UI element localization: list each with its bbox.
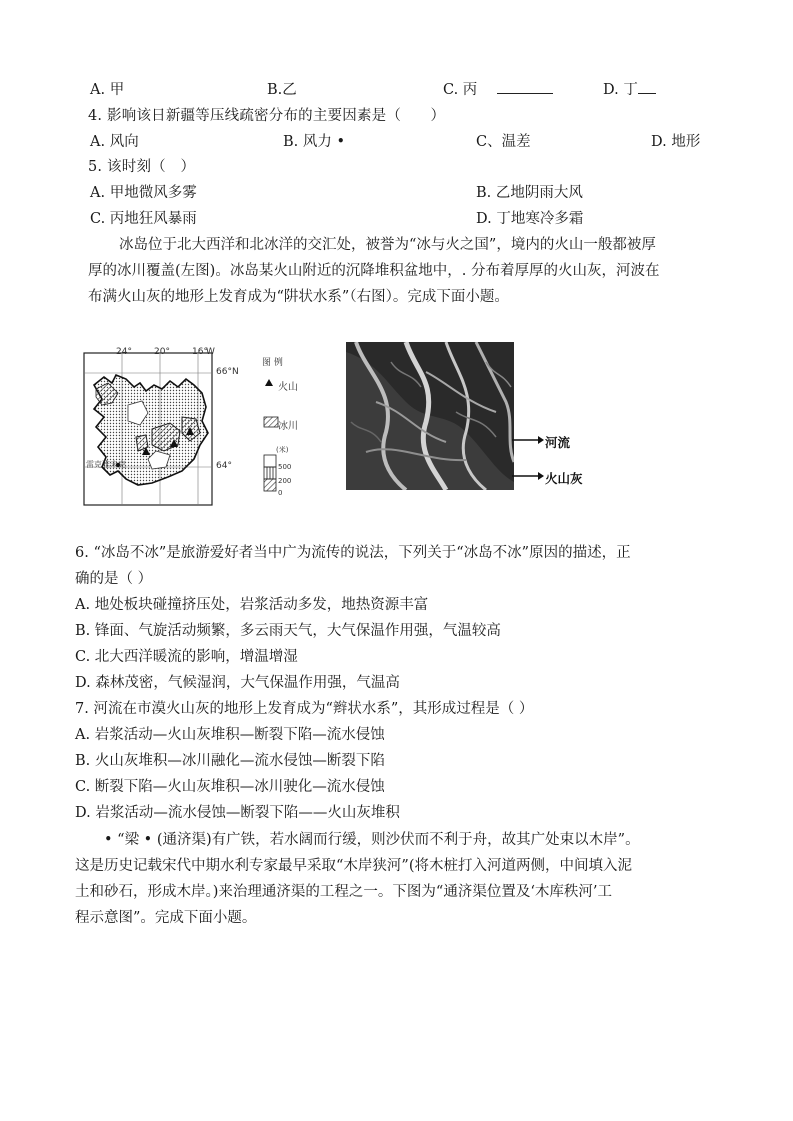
q5-option-d: D. 丁地寒冷多霜 [476, 211, 584, 227]
q4-stem: 4. 影响该日新疆等压线疏密分布的主要因素是（ ） [88, 108, 446, 124]
glacier-legend-swatch [264, 417, 278, 427]
q3-option-d: D. 丁 [603, 78, 656, 99]
q4-option-b: B. 风力 • [283, 134, 346, 150]
answer-blank-short [638, 79, 656, 94]
passage1-line-2: 厚的冰川覆盖(左图)。冰岛某火山附近的沉降堆积盆地中，. 分布着厚厚的火山灰，河波在 [88, 263, 660, 279]
passage2-line-2: 这是历史记载宋代中期水利专家最早采取“木岸狭河”(将木桩打入河道两侧，中间填入泥 [75, 858, 632, 874]
q5-option-c: C. 丙地狂风暴雨 [90, 211, 197, 227]
arrow-right-icon [538, 472, 544, 480]
braided-river-figure [346, 342, 586, 490]
lon-label-1: 24° [116, 347, 132, 357]
city-label: 雷克雅未克 [86, 460, 126, 469]
legend-0: 0 [278, 489, 283, 497]
label-arrows [512, 342, 582, 490]
legend-volcano-label: 火山 [278, 382, 298, 393]
q4-option-a: A. 风向 [90, 134, 139, 150]
q5-option-a: A. 甲地微风多雾 [90, 185, 197, 201]
passage2-line-3: 土和砂石，形成木岸。)来治理通济渠的工程之一。下图为“通济渠位置及‘木库秩河’工 [75, 884, 613, 900]
legend-unit: (米) [276, 446, 289, 454]
iceland-map-figure [82, 347, 298, 507]
lon-label-3: 16° [192, 347, 208, 357]
lon-label-2: 20° [154, 347, 170, 357]
q6-stem-line-1: 6. “冰岛不冰”是旅游爱好者当中广为流传的说法，下列关于“冰岛不冰”原因的描述，正 [75, 545, 631, 561]
q3-option-c: C. 丙 [443, 78, 553, 99]
q7-option-b: B. 火山灰堆积—冰川融化—流水侵蚀—断裂下陷 [75, 753, 385, 769]
arrow-right-icon [538, 436, 544, 444]
q6-option-c: C. 北大西洋暖流的影响，增温增湿 [75, 649, 298, 665]
q5-option-b: B. 乙地阴雨大风 [476, 185, 583, 201]
q7-option-d: D. 岩浆活动—流水侵蚀—断裂下陷——火山灰堆积 [75, 805, 400, 821]
q7-stem: 7. 河流在市漠火山灰的地形上发育成为“辫状水系”，其形成过程是（ ） [75, 701, 534, 717]
lon-label-4: W [206, 347, 215, 357]
iceland-map [82, 347, 294, 507]
passage2-line-1: • “梁 • (通济渠)有广铁，若水阔而行缓，则沙伏而不利于舟，故其广处束以木岸”。 [104, 832, 640, 848]
passage1-line-3: 布满火山灰的地形上发育成为“阱状水系”（右图）。完成下面小题。 [88, 289, 509, 305]
braided-river-photo [346, 342, 514, 490]
q4-option-c: C、温差 [476, 134, 531, 150]
lat-label-2: 64° [216, 461, 232, 471]
legend-500: 500 [278, 463, 292, 471]
answer-blank [497, 79, 553, 94]
legend-glacier-label: 冰川 [278, 421, 298, 432]
legend-200: 200 [278, 477, 292, 485]
label-volcanic-ash: 火山灰 [545, 471, 583, 486]
label-river: 河流 [545, 435, 571, 450]
q4-option-d: D. 地形 [651, 134, 701, 150]
legend-title: 图 例 [262, 358, 283, 368]
q6-option-d: D. 森林茂密，气候湿润，大气保温作用强，气温高 [75, 675, 400, 691]
q3-option-b: B.乙 [267, 82, 297, 98]
q3-option-a: A. 甲 [90, 82, 125, 98]
q6-stem-line-2: 确的是（ ） [75, 571, 153, 587]
q7-option-a: A. 岩浆活动—火山灰堆积—断裂下陷—流水侵蚀 [75, 727, 385, 743]
lat-label-1: 66°N [216, 367, 239, 377]
q6-option-a: A. 地处板块碰撞挤压处，岩浆活动多发，地热资源丰富 [75, 597, 429, 613]
q6-option-b: B. 锋面、气旋活动频繁，多云雨天气，大气保温作用强，气温较高 [75, 623, 501, 639]
passage2-line-4: 程示意图”。完成下面小题。 [75, 910, 257, 926]
q7-option-c: C. 断裂下陷—火山灰堆积—冰川驶化—流水侵蚀 [75, 779, 385, 795]
q5-stem: 5. 该时刻（ ） [88, 159, 196, 175]
passage1-line-1: 冰岛位于北大西洋和北冰洋的交汇处，被誉为“冰与火之国”，境内的火山一般都被厚 [119, 237, 656, 253]
